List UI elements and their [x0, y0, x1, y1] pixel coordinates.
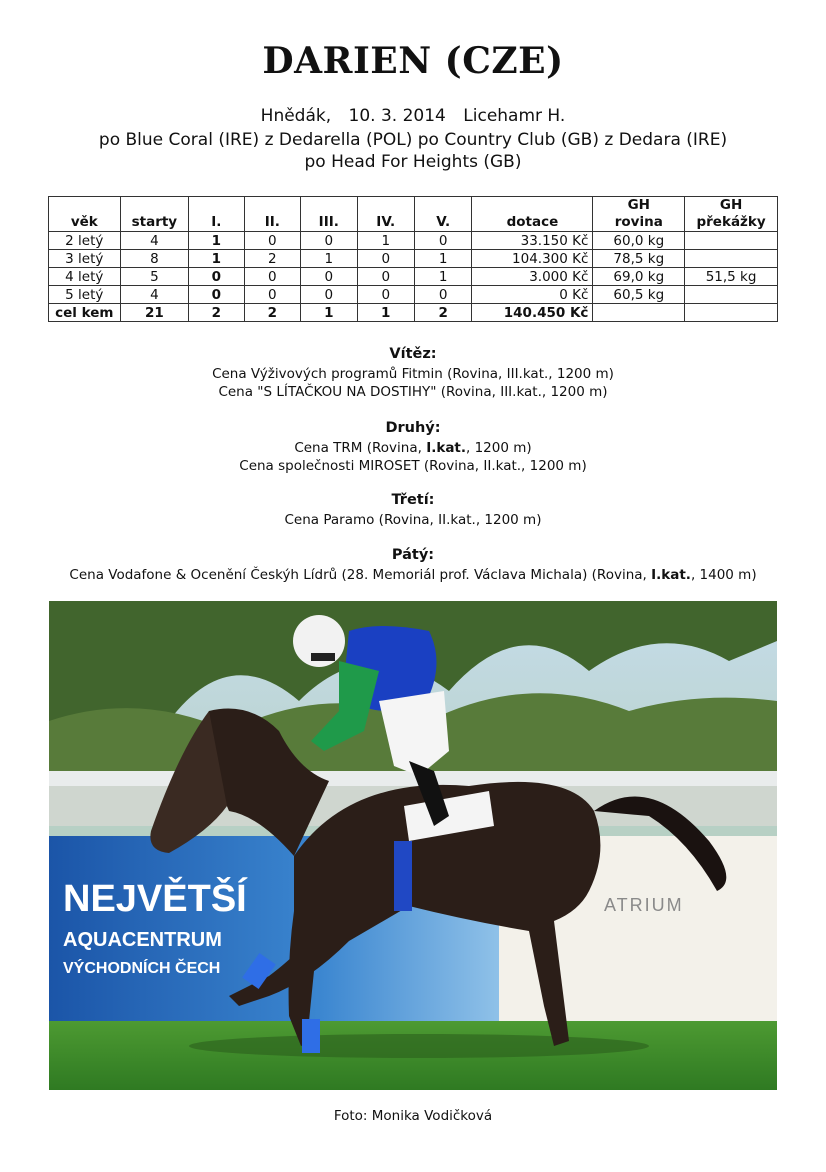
- cell-second: 0: [244, 268, 300, 286]
- cell-third: 1: [301, 250, 357, 268]
- col-header-age: věk: [49, 197, 121, 232]
- cell-age: 3 letý: [49, 250, 121, 268]
- career-stats-table: [48, 196, 778, 322]
- horse-shadow: [189, 1034, 649, 1058]
- col-header-fifth: V.: [414, 197, 471, 232]
- cell-starts: 8: [120, 250, 189, 268]
- winner-section: [0, 345, 826, 401]
- cell-prize: 33.150 Kč: [472, 232, 593, 250]
- winner-race-2: Cena "S LÍTAČKOU NA DOSTIHY" (Rovina, III.kat., 1200 m): [218, 384, 608, 400]
- cell-age: cel kem: [49, 304, 121, 322]
- winner-heading: Vítěz:: [389, 346, 437, 362]
- col-header-starts: starty: [120, 197, 189, 232]
- cell-first: 0: [189, 286, 244, 304]
- cell-age: 2 letý: [49, 232, 121, 250]
- race-text: Cena TRM (Rovina,: [294, 440, 427, 456]
- atrium-text: ATRIUM: [604, 895, 684, 915]
- cell-first: 1: [189, 250, 244, 268]
- col-header-first: I.: [189, 197, 244, 232]
- birth-date: 10. 3. 2014: [348, 106, 446, 126]
- breeder: Licehamr H.: [463, 106, 566, 126]
- col-header-gh-jump: [685, 197, 778, 232]
- cell-first: 2: [189, 304, 244, 322]
- second-section: [0, 419, 826, 475]
- col-header-gh-flat: [593, 197, 685, 232]
- race-text: , 1400 m): [690, 567, 757, 583]
- fifth-race-1: [0, 566, 826, 584]
- cell-prize: 3.000 Kč: [472, 268, 593, 286]
- cell-third: 0: [301, 268, 357, 286]
- cell-prize: 140.450 Kč: [472, 304, 593, 322]
- race-photo-illustration: [49, 601, 777, 1090]
- table-row: [49, 232, 778, 250]
- cell-age: 4 letý: [49, 268, 121, 286]
- cell-fifth: 1: [414, 268, 471, 286]
- leg-bandage: [302, 1019, 320, 1053]
- table-row: [49, 250, 778, 268]
- cell-gh-flat: 69,0 kg: [593, 268, 685, 286]
- col-header-fourth: IV.: [357, 197, 414, 232]
- cell-gh-flat: 60,0 kg: [593, 232, 685, 250]
- cell-gh-jump: 51,5 kg: [685, 268, 778, 286]
- cell-third: 0: [301, 286, 357, 304]
- third-section: [0, 491, 826, 529]
- third-heading: Třetí:: [391, 492, 435, 508]
- cell-prize: 104.300 Kč: [472, 250, 593, 268]
- race-category: I.kat.: [651, 567, 691, 583]
- photo-caption: Foto: Monika Vodičková: [333, 1108, 493, 1124]
- cell-prize: 0 Kč: [472, 286, 593, 304]
- cell-fifth: 1: [414, 250, 471, 268]
- table-header-row: [49, 197, 778, 232]
- cell-age: 5 letý: [49, 286, 121, 304]
- flat-label: rovina: [614, 214, 663, 230]
- cell-starts: 4: [120, 286, 189, 304]
- cell-gh-flat: 60,5 kg: [593, 286, 685, 304]
- cell-third: 1: [301, 304, 357, 322]
- cell-fifth: 0: [414, 232, 471, 250]
- cell-fifth: 0: [414, 286, 471, 304]
- cell-gh-jump: [685, 250, 778, 268]
- cell-gh-flat: [593, 304, 685, 322]
- cell-starts: 4: [120, 232, 189, 250]
- race-text: Cena Vodafone & Ocenění Českýh Lídrů (28. Memoriál prof. Václava Michala) (Rovina,: [69, 567, 652, 583]
- cell-first: 1: [189, 232, 244, 250]
- col-header-third: III.: [301, 197, 357, 232]
- cell-gh-jump: [685, 232, 778, 250]
- horse-basic-info: [0, 106, 826, 126]
- horse-name: DARIEN (CZE): [262, 40, 564, 82]
- horse-color: Hnědák,: [260, 106, 332, 126]
- fifth-section: [0, 546, 826, 584]
- second-heading: Druhý:: [385, 420, 441, 436]
- race-category: I.kat.: [426, 440, 467, 456]
- cell-fourth: 1: [357, 304, 414, 322]
- col-header-second: II.: [244, 197, 300, 232]
- cell-fourth: 0: [357, 250, 414, 268]
- second-race-2: Cena společnosti MIROSET (Rovina, II.kat., 1200 m): [239, 458, 587, 474]
- third-race-1: Cena Paramo (Rovina, II.kat., 1200 m): [284, 512, 542, 528]
- cell-gh-jump: [685, 286, 778, 304]
- cell-fifth: 2: [414, 304, 471, 322]
- cell-starts: 21: [120, 304, 189, 322]
- cell-third: 0: [301, 232, 357, 250]
- banner-text-2: AQUACENTRUM: [63, 929, 222, 951]
- cell-gh-jump: [685, 304, 778, 322]
- winner-race-1: Cena Výživových programů Fitmin (Rovina, III.kat., 1200 m): [212, 366, 614, 382]
- cell-gh-flat: 78,5 kg: [593, 250, 685, 268]
- gh-label: GH: [627, 197, 650, 213]
- cell-second: 2: [244, 304, 300, 322]
- pedigree-line-2: po Head For Heights (GB): [304, 152, 522, 172]
- pedigree-line-1: po Blue Coral (IRE) z Dedarella (POL) po Country Club (GB) z Dedara (IRE): [98, 130, 728, 150]
- banner-text-1: NEJVĚTŠÍ: [63, 878, 247, 920]
- second-race-1: [0, 439, 826, 457]
- cell-fourth: 0: [357, 286, 414, 304]
- col-header-prize: dotace: [472, 197, 593, 232]
- race-photo: [49, 601, 777, 1090]
- table-row: [49, 286, 778, 304]
- cell-second: 0: [244, 286, 300, 304]
- cell-starts: 5: [120, 268, 189, 286]
- cell-fourth: 0: [357, 268, 414, 286]
- jump-label: překážky: [696, 214, 766, 230]
- girth-strap: [394, 841, 412, 911]
- fifth-heading: Pátý:: [391, 547, 435, 563]
- cell-second: 2: [244, 250, 300, 268]
- cell-second: 0: [244, 232, 300, 250]
- gh-label: GH: [719, 197, 743, 213]
- cell-first: 0: [189, 268, 244, 286]
- banner-text-3: VÝCHODNÍCH ČECH: [63, 960, 221, 977]
- jockey-goggles: [311, 653, 335, 661]
- cell-fourth: 1: [357, 232, 414, 250]
- race-text: , 1200 m): [466, 440, 532, 456]
- table-total-row: [49, 304, 778, 322]
- table-row: [49, 268, 778, 286]
